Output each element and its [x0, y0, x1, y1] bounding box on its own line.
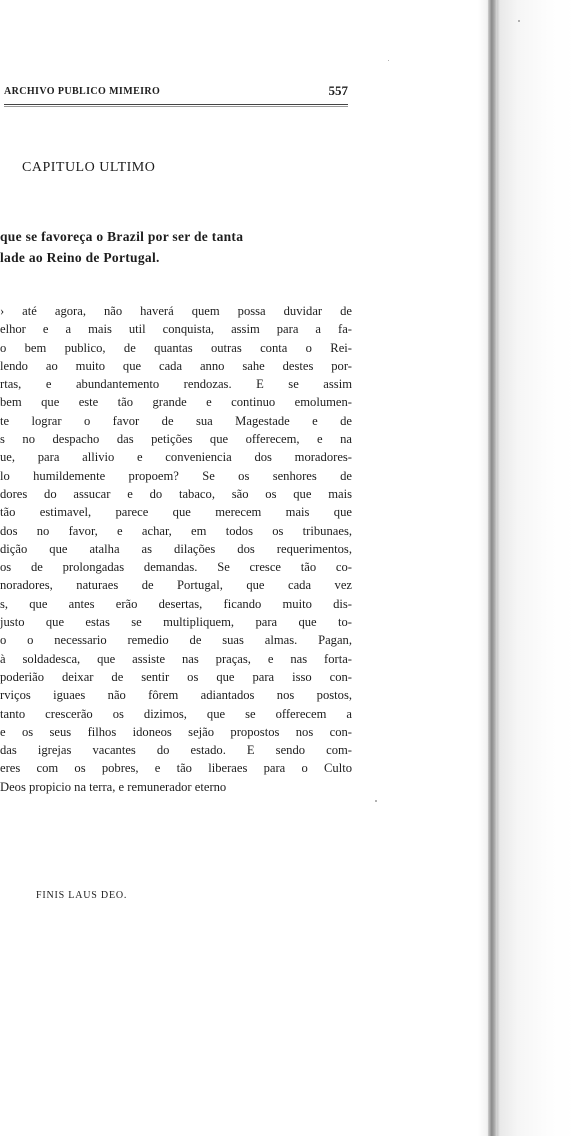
text-line: poderião deixar de sentir os que para isso con-	[0, 669, 352, 684]
running-head-title: ARCHIVO PUBLICO MIMEIRO	[4, 86, 161, 97]
text-line: o bem publico, de quantas outras conta o Rei-	[0, 340, 352, 355]
running-head	[4, 80, 348, 102]
text-line: rtas, e abundantemento rendozas. E se assim	[0, 377, 352, 392]
text-line: dores do assucar e do tabaco, são os que mais	[0, 486, 352, 501]
text-line: lo humildemente propoem? Se os senhores de	[0, 468, 352, 483]
text-line: Deos propicio na terra, e remunerador eterno	[0, 779, 227, 794]
text-line: noradores, naturaes de Portugal, que cada vez	[0, 578, 352, 593]
page-number: 557	[328, 83, 348, 98]
heading-line: lade ao Reino de Portugal.	[0, 250, 160, 265]
section-heading	[0, 226, 350, 268]
text-line: elhor e a mais util conquista, assim para a fa-	[0, 322, 352, 337]
text-line: tanto crescerão os dizimos, que se offerecem a	[0, 706, 352, 721]
text-line: lendo ao muito que cada anno sahe destes por-	[0, 358, 352, 373]
text-line: ue, para allivio e conveniencia dos moradores-	[0, 450, 352, 465]
paper-speck	[518, 20, 520, 22]
text-line: o o necessario remedio de suas almas. Pagan,	[0, 633, 352, 648]
text-line: rviços iguaes não fôrem adiantados nos postos,	[0, 688, 352, 703]
text-line: dos no favor, e achar, em todos os tribunaes,	[0, 523, 352, 538]
text-line: e os seus filhos idoneos sejão propostos nos con-	[0, 724, 352, 739]
text-line: tão estimavel, parece que merecem mais que	[0, 505, 352, 520]
text-line: justo que estas se multipliquem, para que to-	[0, 615, 352, 630]
text-line: das igrejas vacantes do estado. E sendo com-	[0, 743, 352, 758]
text-line: s, que antes erão desertas, ficando muito dis-	[0, 596, 352, 611]
text-line: › até agora, não haverá quem possa duvidar de	[0, 304, 352, 318]
text-line: te lograr o favor de sua Magestade e de	[0, 413, 352, 428]
chapter-title: CAPITULO ULTIMO	[22, 160, 156, 175]
text-line: eres com os pobres, e tão liberaes para o Culto	[0, 761, 352, 776]
gutter-fold	[488, 0, 497, 1136]
body-text	[0, 302, 352, 796]
text-line: bem que este tão grande e continuo emolumen-	[0, 395, 352, 410]
text-line: dição que atalha as dilações dos requerimentos,	[0, 541, 352, 556]
text-line: os de prolongadas demandas. Se cresce tão co-	[0, 560, 352, 575]
paper-speck	[375, 800, 377, 802]
text-line: s no despacho das petições que offerecem, e na	[0, 432, 352, 447]
closing-colophon: FINIS LAUS DEO.	[36, 890, 128, 901]
header-rule	[4, 104, 348, 107]
text-line: à soldadesca, que assiste nas praças, e nas forta-	[0, 651, 352, 666]
heading-line: que se favoreça o Brazil por ser de tanta	[0, 229, 244, 244]
paper-speck	[388, 60, 389, 61]
